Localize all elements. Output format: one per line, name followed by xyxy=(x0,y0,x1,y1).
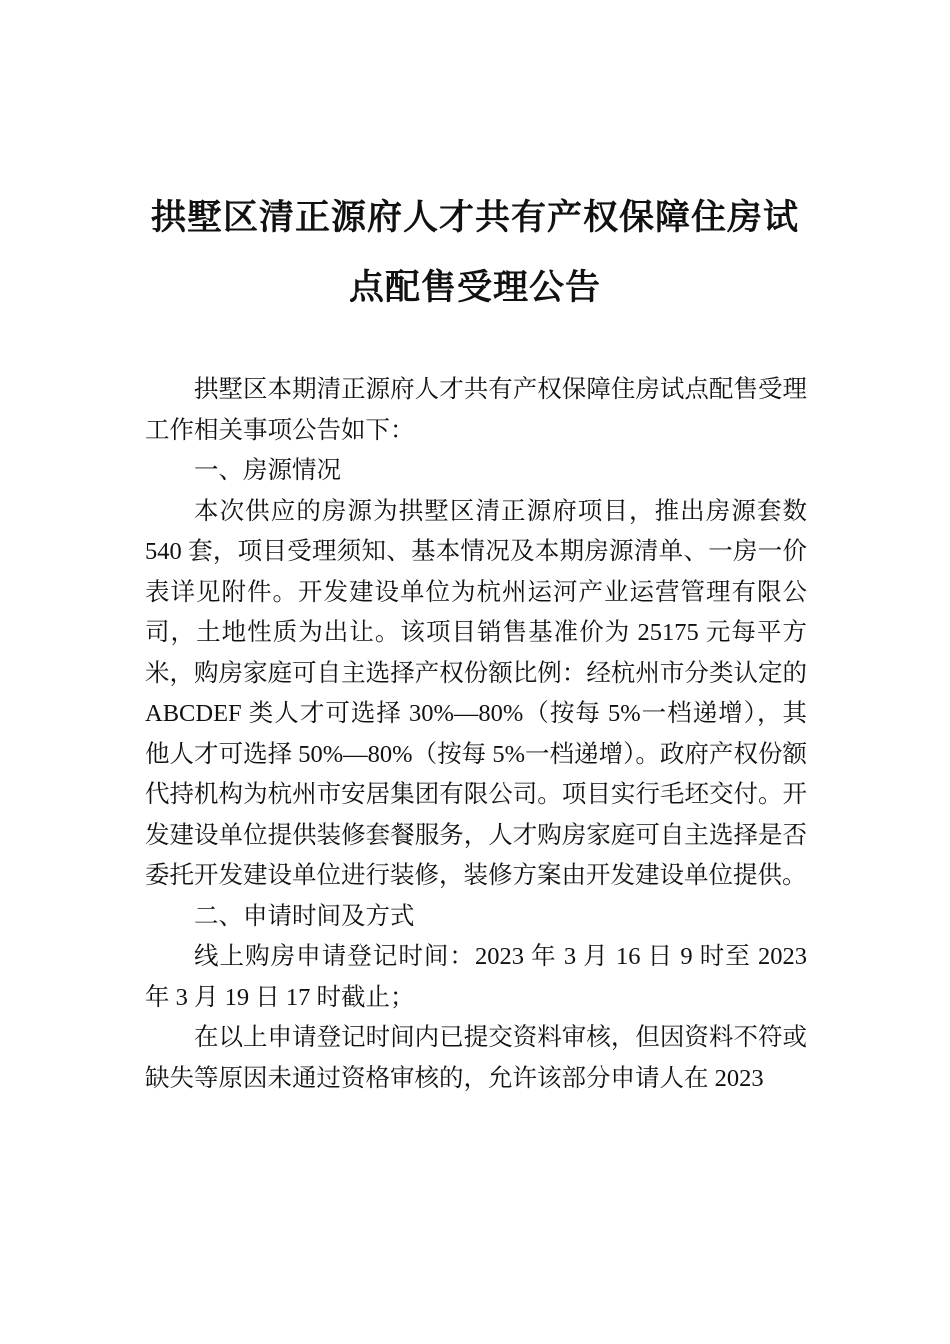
section-heading-application: 二、申请时间及方式 xyxy=(194,902,415,930)
document-title-line-1: 拱墅区清正源府人才共有产权保障住房试 xyxy=(150,197,799,238)
document-title-line-2: 点配售受理公告 xyxy=(348,267,601,308)
application-time-paragraph: 线上购房申请登记时间：2023 年 3 月 16 日 9 时至 2023 年 3 月 19 日 17 时截止； xyxy=(145,943,807,1011)
resubmission-paragraph: 在以上申请登记时间内已提交资料审核，但因资料不符或缺失等原因未通过资格审核的，允许该部分申请人在 2023 xyxy=(145,1024,807,1092)
section-heading-housing: 一、房源情况 xyxy=(194,457,341,484)
intro-paragraph: 拱墅区本期清正源府人才共有产权保障住房试点配售受理工作相关事项公告如下： xyxy=(145,376,807,444)
document-body xyxy=(145,370,807,1099)
housing-details-paragraph: 本次供应的房源为拱墅区清正源府项目，推出房源套数 540 套，项目受理须知、基本情况及本期房源清单、一房一价表详见附件。开发建设单位为杭州运河产业运营管理有限公司，土地性质为出让。该项目销售基准价为 25175 元每平方米，购房家庭可自主选择产权份额比例：经杭州市分类认定的 ABCDEF 类人才可选择 30%—80%（按每 5%一档递增），其他人才可选择 50%—80%（按每 5%一档递增）。政府产权份额代持机构为杭州市安居集团有限公司。项目实行毛坯交付。开发建设单位提供装修套餐服务，人才购房家庭可自主选择是否委托开发建设单位进行装修，装修方案由开发建设单位提供。 xyxy=(145,497,807,889)
